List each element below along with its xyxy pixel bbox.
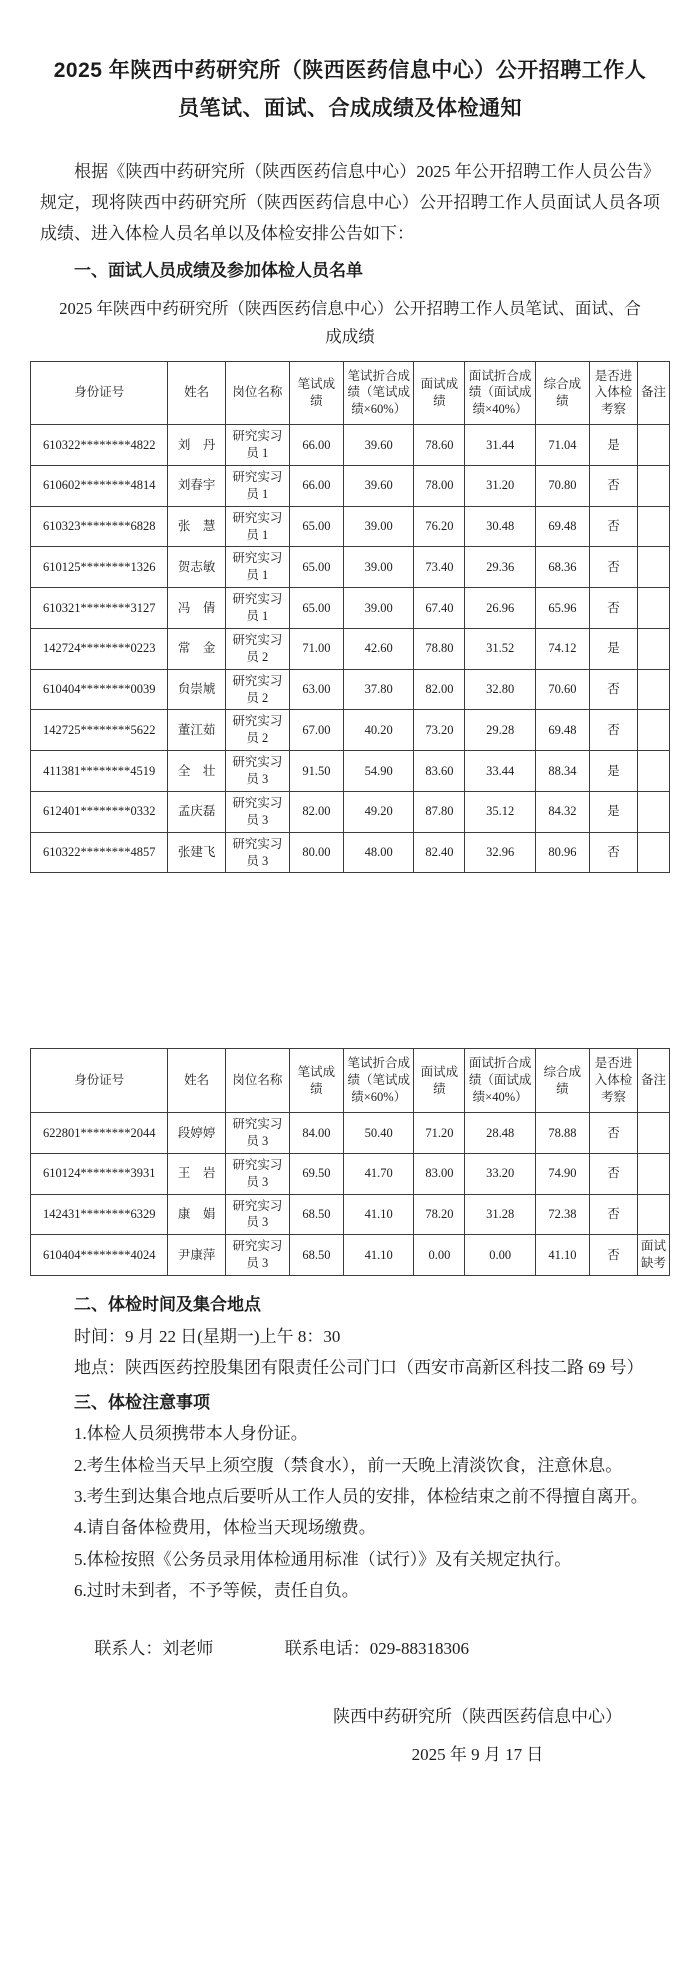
interview-converted-cell: 33.20: [465, 1153, 535, 1194]
column-header: 是否进入体检考察: [590, 1049, 638, 1113]
medical-exam-flag-cell: 否: [590, 710, 638, 751]
medical-exam-flag-cell: 否: [590, 465, 638, 506]
column-header: 备注: [638, 1049, 670, 1113]
written-converted-cell: 39.00: [344, 506, 414, 547]
composite-score-cell: 68.36: [535, 547, 589, 588]
written-converted-cell: 54.90: [344, 751, 414, 792]
contact-phone: 联系电话：029-88318306: [284, 1638, 469, 1658]
interview-score-cell: 82.00: [414, 669, 465, 710]
interview-score-cell: 73.20: [414, 710, 465, 751]
composite-score-cell: 41.10: [535, 1235, 589, 1276]
remark-cell: [638, 628, 670, 669]
table-row: [31, 1113, 670, 1154]
medical-exam-flag-cell: 否: [590, 1113, 638, 1154]
id-number-cell: 142725********5622: [31, 710, 168, 751]
table-row: [31, 506, 670, 547]
medical-exam-flag-cell: 否: [590, 588, 638, 629]
written-converted-cell: 39.00: [344, 547, 414, 588]
interview-score-cell: 87.80: [414, 791, 465, 832]
notice-item: 4.请自备体检费用，体检当天现场缴费。: [74, 1518, 376, 1538]
composite-score-cell: 72.38: [535, 1194, 589, 1235]
remark-cell: [638, 791, 670, 832]
written-converted-cell: 37.80: [344, 669, 414, 710]
interview-score-cell: 83.00: [414, 1153, 465, 1194]
column-header: 综合成绩: [535, 361, 589, 425]
name-cell: 段婷婷: [168, 1113, 226, 1154]
column-header: 身份证号: [31, 361, 168, 425]
position-cell: 研究实习员 3: [225, 1235, 289, 1276]
position-cell: 研究实习员 1: [225, 425, 289, 466]
column-header: 笔试成绩: [289, 1049, 343, 1113]
medical-exam-flag-cell: 否: [590, 1153, 638, 1194]
column-header: 笔试折合成绩（笔试成绩×60%）: [344, 361, 414, 425]
interview-score-cell: 78.60: [414, 425, 465, 466]
id-number-cell: 610321********3127: [31, 588, 168, 629]
contact-person: 联系人：刘老师: [94, 1638, 214, 1658]
written-converted-cell: 50.40: [344, 1113, 414, 1154]
column-header: 姓名: [168, 361, 226, 425]
table-row: [31, 1153, 670, 1194]
composite-score-cell: 74.90: [535, 1153, 589, 1194]
written-score-cell: 80.00: [289, 832, 343, 873]
interview-score-cell: 71.20: [414, 1113, 465, 1154]
written-converted-cell: 39.00: [344, 588, 414, 629]
id-number-cell: 610323********6828: [31, 506, 168, 547]
written-score-cell: 65.00: [289, 547, 343, 588]
section1-heading: 一、面试人员成绩及参加体检人员名单: [74, 260, 363, 280]
medical-exam-flag-cell: 否: [590, 669, 638, 710]
name-cell: 刘春宇: [168, 465, 226, 506]
table-row: [31, 1194, 670, 1235]
written-score-cell: 68.50: [289, 1194, 343, 1235]
remark-cell: [638, 465, 670, 506]
name-cell: 常 金: [168, 628, 226, 669]
composite-score-cell: 80.96: [535, 832, 589, 873]
notice-item: 3.考生到达集合地点后要听从工作人员的安排，体检结束之前不得擅自离开。: [74, 1487, 648, 1507]
interview-converted-cell: 31.20: [465, 465, 535, 506]
composite-score-cell: 69.48: [535, 506, 589, 547]
medical-exam-flag-cell: 否: [590, 832, 638, 873]
name-cell: 刘 丹: [168, 425, 226, 466]
medical-exam-flag-cell: 是: [590, 791, 638, 832]
composite-score-cell: 78.88: [535, 1113, 589, 1154]
exam-place-line: 地点：陕西医药控股集团有限责任公司门口（西安市高新区科技二路 69 号）: [74, 1358, 644, 1378]
header-row: [31, 361, 670, 425]
notice-item: 1.体检人员须携带本人身份证。: [74, 1424, 308, 1444]
name-cell: 康 娟: [168, 1194, 226, 1235]
id-number-cell: 622801********2044: [31, 1113, 168, 1154]
written-score-cell: 66.00: [289, 425, 343, 466]
signature-org: 陕西中药研究所（陕西医药信息中心）: [333, 1707, 622, 1727]
page-break-gap: [30, 873, 670, 1048]
composite-score-cell: 84.32: [535, 791, 589, 832]
interview-converted-cell: 29.28: [465, 710, 535, 751]
column-header: 是否进入体检考察: [590, 361, 638, 425]
interview-score-cell: 83.60: [414, 751, 465, 792]
remark-cell: [638, 1194, 670, 1235]
written-converted-cell: 41.70: [344, 1153, 414, 1194]
column-header: 姓名: [168, 1049, 226, 1113]
column-header: 面试折合成绩（面试成绩×40%）: [465, 361, 535, 425]
remark-cell: [638, 669, 670, 710]
table-row: [31, 791, 670, 832]
interview-converted-cell: 26.96: [465, 588, 535, 629]
position-cell: 研究实习员 3: [225, 1153, 289, 1194]
interview-score-cell: 0.00: [414, 1235, 465, 1276]
notice-item: 5.体检按照《公务员录用体检通用标准（试行）》及有关规定执行。: [74, 1549, 572, 1569]
composite-score-cell: 70.60: [535, 669, 589, 710]
remark-cell: [638, 710, 670, 751]
name-cell: 孟庆磊: [168, 791, 226, 832]
medical-exam-flag-cell: 是: [590, 751, 638, 792]
composite-score-cell: 65.96: [535, 588, 589, 629]
remark-cell: [638, 832, 670, 873]
table-row: [31, 588, 670, 629]
written-converted-cell: 41.10: [344, 1235, 414, 1276]
written-score-cell: 68.50: [289, 1235, 343, 1276]
interview-converted-cell: 31.44: [465, 425, 535, 466]
score-table-2: [30, 1048, 670, 1276]
written-converted-cell: 49.20: [344, 791, 414, 832]
remark-cell: [638, 547, 670, 588]
id-number-cell: 612401********0332: [31, 791, 168, 832]
column-header: 综合成绩: [535, 1049, 589, 1113]
signature-block: [30, 1698, 622, 1773]
position-cell: 研究实习员 3: [225, 832, 289, 873]
position-cell: 研究实习员 3: [225, 791, 289, 832]
table-row: [31, 832, 670, 873]
position-cell: 研究实习员 1: [225, 506, 289, 547]
section2-heading: 二、体检时间及集合地点: [74, 1295, 261, 1315]
interview-converted-cell: 28.48: [465, 1113, 535, 1154]
remark-cell: [638, 506, 670, 547]
position-cell: 研究实习员 1: [225, 547, 289, 588]
written-converted-cell: 40.20: [344, 710, 414, 751]
written-converted-cell: 39.60: [344, 425, 414, 466]
id-number-cell: 610404********0039: [31, 669, 168, 710]
medical-exam-flag-cell: 是: [590, 628, 638, 669]
id-number-cell: 610124********3931: [31, 1153, 168, 1194]
name-cell: 张 慧: [168, 506, 226, 547]
position-cell: 研究实习员 1: [225, 588, 289, 629]
written-score-cell: 84.00: [289, 1113, 343, 1154]
written-converted-cell: 48.00: [344, 832, 414, 873]
position-cell: 研究实习员 2: [225, 710, 289, 751]
column-header: 笔试成绩: [289, 361, 343, 425]
table-row: [31, 751, 670, 792]
interview-score-cell: 76.20: [414, 506, 465, 547]
score-table-1: [30, 361, 670, 874]
interview-score-cell: 67.40: [414, 588, 465, 629]
interview-score-cell: 78.20: [414, 1194, 465, 1235]
interview-converted-cell: 32.96: [465, 832, 535, 873]
written-score-cell: 71.00: [289, 628, 343, 669]
medical-exam-flag-cell: 是: [590, 425, 638, 466]
interview-converted-cell: 33.44: [465, 751, 535, 792]
medical-exam-flag-cell: 否: [590, 1235, 638, 1276]
interview-converted-cell: 31.52: [465, 628, 535, 669]
position-cell: 研究实习员 1: [225, 465, 289, 506]
interview-converted-cell: 32.80: [465, 669, 535, 710]
written-score-cell: 69.50: [289, 1153, 343, 1194]
section3-heading: 三、体检注意事项: [74, 1392, 210, 1412]
notice-item: 2.考生体检当天早上须空腹（禁食水），前一天晚上清淡饮食，注意休息。: [74, 1455, 623, 1475]
table1-caption: 2025 年陕西中药研究所（陕西医药信息中心）公开招聘工作人员笔试、面试、合成成绩: [59, 298, 641, 346]
id-number-cell: 411381********4519: [31, 751, 168, 792]
column-header: 面试成绩: [414, 1049, 465, 1113]
column-header: 岗位名称: [225, 361, 289, 425]
column-header: 笔试折合成绩（笔试成绩×60%）: [344, 1049, 414, 1113]
interview-converted-cell: 31.28: [465, 1194, 535, 1235]
column-header: 备注: [638, 361, 670, 425]
interview-score-cell: 78.80: [414, 628, 465, 669]
table-row: [31, 710, 670, 751]
interview-score-cell: 78.00: [414, 465, 465, 506]
written-score-cell: 67.00: [289, 710, 343, 751]
id-number-cell: 610404********4024: [31, 1235, 168, 1276]
table-row: [31, 628, 670, 669]
name-cell: 王 岩: [168, 1153, 226, 1194]
column-header: 面试折合成绩（面试成绩×40%）: [465, 1049, 535, 1113]
position-cell: 研究实习员 2: [225, 669, 289, 710]
header-row: [31, 1049, 670, 1113]
id-number-cell: 610602********4814: [31, 465, 168, 506]
written-converted-cell: 41.10: [344, 1194, 414, 1235]
written-score-cell: 82.00: [289, 791, 343, 832]
remark-cell: [638, 588, 670, 629]
id-number-cell: 610322********4822: [31, 425, 168, 466]
medical-exam-flag-cell: 否: [590, 547, 638, 588]
interview-converted-cell: 29.36: [465, 547, 535, 588]
interview-score-cell: 73.40: [414, 547, 465, 588]
interview-converted-cell: 30.48: [465, 506, 535, 547]
interview-converted-cell: 35.12: [465, 791, 535, 832]
id-number-cell: 610322********4857: [31, 832, 168, 873]
table-row: [31, 1235, 670, 1276]
exam-time-line: 时间：9 月 22 日(星期一)上午 8：30: [74, 1326, 341, 1346]
id-number-cell: 142431********6329: [31, 1194, 168, 1235]
name-cell: 尹康萍: [168, 1235, 226, 1276]
position-cell: 研究实习员 3: [225, 1194, 289, 1235]
written-score-cell: 66.00: [289, 465, 343, 506]
interview-score-cell: 82.40: [414, 832, 465, 873]
table-row: [31, 669, 670, 710]
interview-converted-cell: 0.00: [465, 1235, 535, 1276]
table-row: [31, 465, 670, 506]
written-score-cell: 65.00: [289, 588, 343, 629]
column-header: 面试成绩: [414, 361, 465, 425]
remark-cell: [638, 425, 670, 466]
name-cell: 冯 倩: [168, 588, 226, 629]
composite-score-cell: 70.80: [535, 465, 589, 506]
composite-score-cell: 88.34: [535, 751, 589, 792]
composite-score-cell: 71.04: [535, 425, 589, 466]
name-cell: 贺志敏: [168, 547, 226, 588]
id-number-cell: 142724********0223: [31, 628, 168, 669]
column-header: 岗位名称: [225, 1049, 289, 1113]
intro-paragraph: 根据《陕西中药研究所（陕西医药信息中心）2025 年公开招聘工作人员公告》规定，现将陕西中药研究所（陕西医药信息中心）公开招聘工作人员面试人员各项成绩、进入体检人员名单以及体检安排公告如下：: [40, 161, 660, 244]
written-score-cell: 63.00: [289, 669, 343, 710]
signature-date: 2025 年 9 月 17 日: [411, 1744, 544, 1764]
composite-score-cell: 69.48: [535, 710, 589, 751]
written-converted-cell: 39.60: [344, 465, 414, 506]
page-title: 2025 年陕西中药研究所（陕西医药信息中心）公开招聘工作人员笔试、面试、合成成绩及体检通知: [53, 59, 647, 120]
written-converted-cell: 42.60: [344, 628, 414, 669]
remark-cell: [638, 751, 670, 792]
written-score-cell: 91.50: [289, 751, 343, 792]
remark-cell: [638, 1113, 670, 1154]
position-cell: 研究实习员 3: [225, 1113, 289, 1154]
table-row: [31, 547, 670, 588]
id-number-cell: 610125********1326: [31, 547, 168, 588]
remark-cell: 面试缺考: [638, 1235, 670, 1276]
contact-line: [40, 1633, 660, 1664]
name-cell: 张建飞: [168, 832, 226, 873]
medical-exam-flag-cell: 否: [590, 506, 638, 547]
table-row: [31, 425, 670, 466]
name-cell: 贠崇虓: [168, 669, 226, 710]
name-cell: 全 壮: [168, 751, 226, 792]
remark-cell: [638, 1153, 670, 1194]
composite-score-cell: 74.12: [535, 628, 589, 669]
position-cell: 研究实习员 3: [225, 751, 289, 792]
name-cell: 董江茹: [168, 710, 226, 751]
medical-exam-flag-cell: 否: [590, 1194, 638, 1235]
position-cell: 研究实习员 2: [225, 628, 289, 669]
notice-item: 6.过时未到者，不予等候，责任自负。: [74, 1581, 359, 1601]
column-header: 身份证号: [31, 1049, 168, 1113]
written-score-cell: 65.00: [289, 506, 343, 547]
